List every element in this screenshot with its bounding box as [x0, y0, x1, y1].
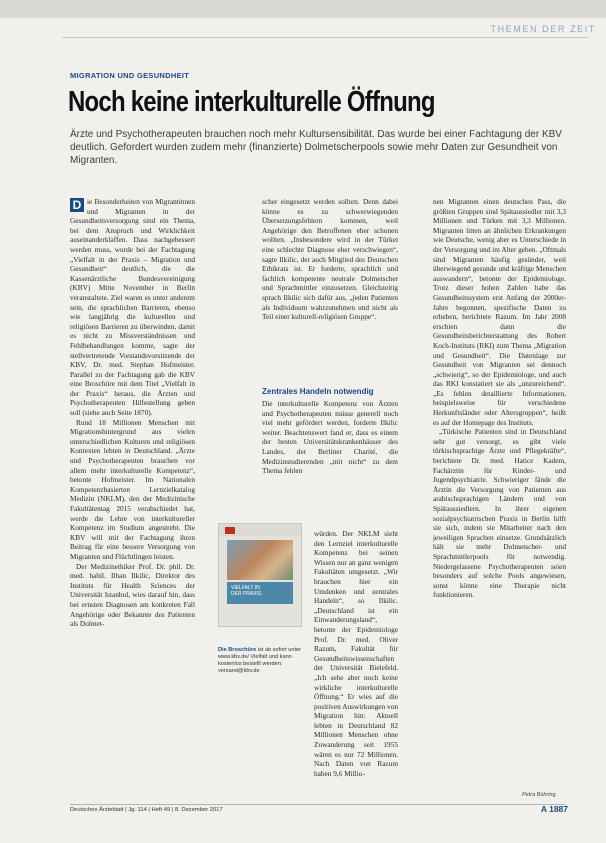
cover-photo: [227, 540, 293, 580]
cover-header: [219, 524, 301, 536]
kbv-logo-icon: [225, 527, 235, 534]
article-title: Noch keine interkulturelle Öffnung: [68, 86, 435, 118]
dropcap: D: [70, 198, 84, 212]
paragraph: Der Medizinethiker Prof. Dr. phil. Dr. med. habil. Ilhan Ilkilic, Direktor des Instituts für Health Sciences der Universität Istanbul, wies darauf hin, dass bei ernsten Diagnosen am konkreten Fall Angehörige oder Bekannte des Patienten als Dolmet-: [70, 561, 195, 629]
cover-title-band: [227, 582, 293, 604]
paragraph: scher eingesetzt werden sollten. Denn dabei könne es zu schwerwiegenden Übersetzungsfehlern kommen, weil Angehörige den Betroffenen eher schonen wollten. „Insbesondere wird in der Türkei eine schlechte Diagnose eher verschwiegen“, sagte Ilkilic, der auch Mitglied des Deutschen Ethikrats ist. Er forderte, sprachlich und fachlich kompetente neutrale Dolmetscher und Sprachmittler einzusetzen. Gleichzeitig sprach Ilkilic sich dafür aus, „jeden Patienten als Individuum wahrzunehmen und nicht als Teil einer kulturell-religiösen Gruppe“.: [262, 197, 398, 322]
paragraph: „Türkische Patienten sind in Deutschland sehr gut versorgt, es gibt viele türkischsprachige Ärzte und Pflegekräfte“, berichtete Dr. med. Hatice Kadem, Fachärztin für Kinder- und Jugendpsychiatrie. Schwieriger fände die Ärztin die Versorgung von Patienten aus arabischsprachigen Ländern und von Spätaussiedlern. In ihrer eigenen sozialpsychiatrischen Praxis in Berlin hilft sie sich, indem sie Mitarbeiter nach den jeweiligen Sprachen einsetze. Grundsätzlich hält sie mehr Dolmetscher- und Sprachmittlerpools für notwendig. Niedergelassene Psychotherapeuten seien besonders auf solche Pools angewiesen, sonst könne eine Therapie nicht funktionieren.: [433, 427, 566, 600]
paragraph: Die interkulturelle Kompetenz von Ärzten und Psychotherapeuten müsse generell noch viel mehr gefördert werden, forderte Ilkilic weiter. Beachtenswert fand er, dass es einem der besten Universitätskrankenhäuser des Landes, der Berliner Charité, die Medizinstudierenden „mit nicht“ zu dem Thema fehlen: [262, 399, 398, 476]
section-label: THEMEN DER ZEIT: [490, 24, 596, 34]
author-byline: Petra Bühring: [522, 792, 556, 798]
subheading: Zentrales Handeln notwendig: [262, 387, 374, 396]
journal-footer: Deutsches Ärzteblatt | Jg. 114 | Heft 49 | 8. Dezember 2017: [70, 807, 223, 813]
article-lead: Ärzte und Psychotherapeuten brauchen noch mehr Kultursensibilität. Das wurde bei einer Fachtagung der KBV deutlich. Gefordert wurden zudem mehr (finanzierte) Dolmetscherpools sowie mehr Daten zur Gesundheit von Migranten.: [70, 129, 562, 166]
page-number: A 1887: [540, 804, 568, 814]
footer-rule: [70, 804, 566, 805]
brochure-cover-image: [218, 523, 302, 627]
caption-text: ist ab sofort unter www.kbv.de/ Vielfalt und kann kostenlos bestellt werden: versand@kbv.de: [218, 647, 302, 674]
text-column-3: [433, 197, 566, 775]
caption-title: Die Broschüre: [218, 647, 257, 653]
article-kicker: MIGRATION UND GESUNDHEIT: [70, 71, 190, 80]
paragraph: würden. Der NKLM sieht den Lernziel interkulturelle Kompetenz bei seinen Wissen nur an ganz wenigen Fakultäten umgesetzt. „Wir brauchen hier ein Umdenken und zentrales Handeln“, so Ilkilic. „Deutschland ist ein Einwanderungsland“, betonte der Epidemiologe Prof. Dr. med. Oliver Razum, Fakultät für Gesundheitswissenschaften der Universität Bielefeld. „Ich sehe aber noch keine wirkliche interkulturelle Öffnung.“ Er wies auf die positiven Auswirkungen von Migration hin: Aktuell lebten in Deutschland 82 Millionen Menschen ohne Zuwanderung seit 1955 wären es nur 72 Millionen. Nach Daten von Razum haben 9,6 Millio-: [314, 529, 398, 777]
paragraph: ie Besonderheiten von Migrantinnen und Migranten in der Gesundheitsversorgung sind ein Thema, bei dem Anspruch und Wirklichkeit auseinanderklaffen. Dass nachgebessert werden muss, wurde bei der Fachtagung „Vielfalt in der Praxis – Migration und Gesundheit“ deutlich, die die Kassenärztliche Bundesvereinigung (KBV) Mitte November in Berlin veranstaltete. Ziel waren es unter anderem sein, die sprachlichen Barrieren, ebenso wie langjährig die kulturellen und religiösen Barrieren zu überwinden, damit es nicht zu Missverständnissen und Fehlbehandlungen komme, sagte der stellvertretende Vorstandsvorsitzende der KBV, Dr. med. Stephan Hofmeister. Parallel zu der Fachtagung gab die KBV eine Broschüre mit dem Titel „Vielfalt in der Praxis“ heraus, die Ärzten und Psychotherapeuten Hilfestellung geben soll (siehe auch Seite 1870).: [70, 197, 195, 418]
text-column-2: [262, 197, 398, 777]
section-rule: [62, 37, 588, 38]
scan-edge: [0, 0, 606, 18]
paragraph: Rund 18 Millionen Menschen mit Migrationshintergrund aus vielen unterschiedlichen Kulturen und religiösen Kontexten lebten in Deutschland. „Ärzte und Psychotherapeuten brauchen vor allem mehr interkulturelle Kompetenz“, betonte Hofmeister. Im Nationalen Kompetenzbasierten Lernzielkatalog Medizin (NKLM), den der Medizinische Fakultätentag 2015 verabschiedet hat, werde die Lehre von interkultureller Kompetenz im Studium angestrebt. Die KBV will mit der Fachtagung ihren Beitrag für eine bessere Versorgung von Migranten und Flüchtlingen leisten.: [70, 417, 195, 561]
cover-title-line: DER PRAXIS: [231, 591, 262, 597]
cover-title-line: VIELFALT IN: [231, 585, 260, 591]
image-caption: [218, 647, 302, 675]
paragraph: nen Migranten einen deutschen Pass, die größten Gruppen sind Spätaussiedler mit 3,3 Millionen und Türken mit 3,3 Millionen. Migranten litten an ähnlichen Erkrankungen wie Deutsche, wenig aber es Unterschiede in der Versorgung und im Alter geben. „Oftmals sind Migranten häufig gesünder, weil überwiegend gesunde und kräftige Menschen auswandern“, betonte der Epidemiologe. Trotz dieser hohen Zahlen habe das Gesundheitssystem erst Anfang der 2000er-Jahre begonnen, spezifische Daten zu erheben, berichtete Razum. Im Jahr 2008 erschien dann die Gesundheitsberichterstattung des Robert Koch-Instituts (RKI) zum Thema „Migration und Gesundheit“. Die Datenlage zur Gesundheit von Migranten sei dennoch „schwierig“, so der Epidemiologe, und auch das RKI konstatiert sie als „unzureichend“. „Es fehlen detaillierte Informationen, beispielsweise für verschiedene Herkunftsländer oder Altersgruppen“, heißt es auf der Homepage des Instituts.: [433, 197, 566, 427]
text-column-1: [70, 197, 195, 781]
